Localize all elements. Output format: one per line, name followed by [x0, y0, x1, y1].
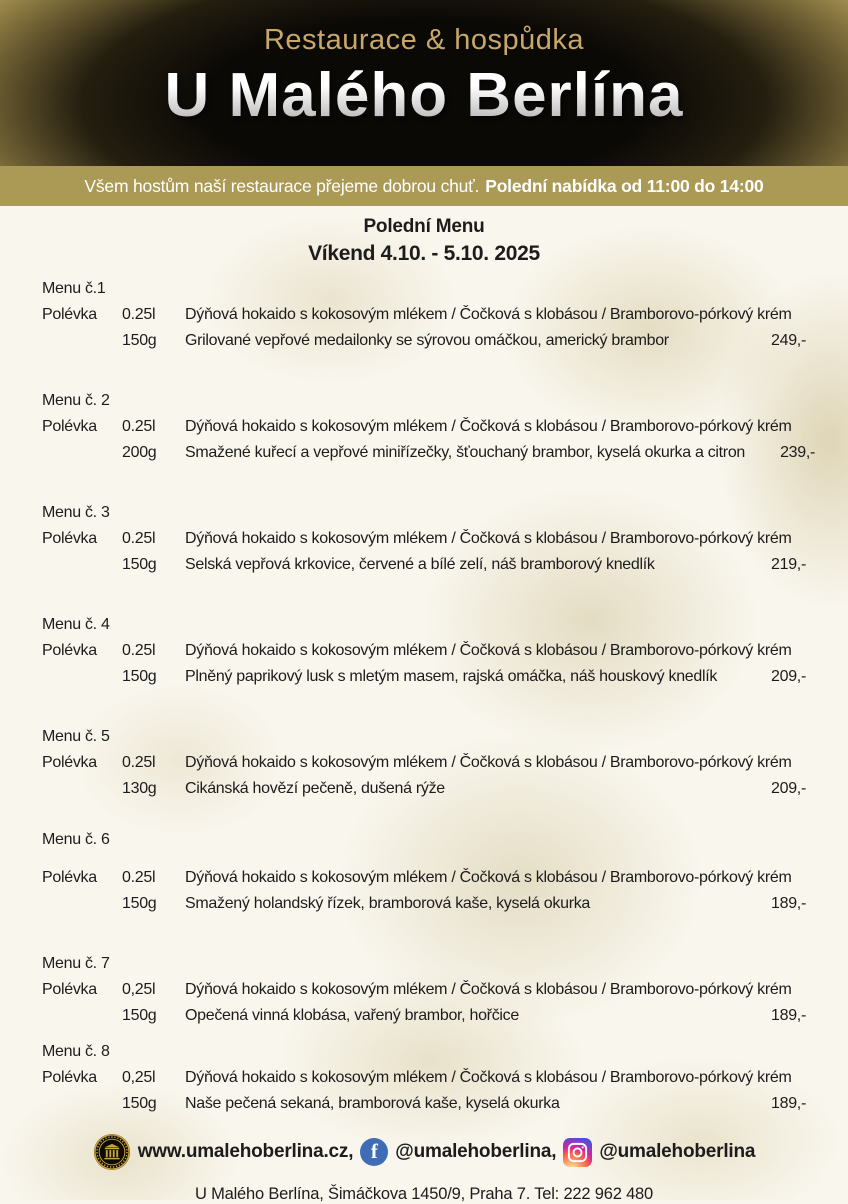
main-description: Opečená vinná klobása, vařený brambor, hořčice — [185, 1007, 519, 1024]
soup-price-empty — [791, 526, 848, 552]
menu-item-name: Menu č. 7 — [42, 955, 110, 972]
address-line: U Malého Berlína, Šimáčkova 1450/9, Praha 7. Tel: 222 962 480 — [194, 1185, 654, 1203]
main-price: 209,- — [771, 780, 806, 797]
main-label-empty — [42, 664, 122, 690]
soup-description: Dýňová hokaido s kokosovým mlékem / Čočková s klobásou / Bramborovo-pórkový krém — [185, 306, 792, 323]
soup-row — [42, 1065, 806, 1091]
main-weight: 150g — [122, 556, 157, 573]
soup-volume: 0.25l — [122, 418, 156, 435]
soup-volume: 0.25l — [122, 530, 156, 547]
main-dish-row — [42, 1003, 806, 1029]
soup-volume: 0.25l — [122, 306, 156, 323]
menu-date-range: Víkend 4.10. - 5.10. 2025 — [308, 242, 540, 265]
main-price: 219,- — [771, 556, 806, 573]
soup-label: Polévka — [42, 642, 97, 659]
instagram-handle[interactable]: @umalehoberlina — [599, 1141, 756, 1162]
main-dish-row — [42, 891, 806, 917]
main-description: Selská vepřová krkovice, červené a bílé zelí, náš bramborový knedlík — [185, 556, 655, 573]
website-link[interactable]: www.umalehoberlina.cz, — [137, 1141, 354, 1162]
main-price: 249,- — [771, 332, 806, 349]
soup-description: Dýňová hokaido s kokosovým mlékem / Čočková s klobásou / Bramborovo-pórkový krém — [185, 1069, 792, 1086]
soup-price-empty — [791, 977, 848, 1003]
page-header — [0, 0, 848, 166]
main-dish-row — [42, 664, 806, 690]
menu-item-name: Menu č. 2 — [42, 392, 110, 409]
soup-description: Dýňová hokaido s kokosovým mlékem / Čočková s klobásou / Bramborovo-pórkový krém — [185, 418, 792, 435]
main-weight: 200g — [122, 444, 157, 461]
menu-item-name: Menu č. 3 — [42, 504, 110, 521]
soup-volume: 0,25l — [122, 981, 156, 998]
soup-label: Polévka — [42, 306, 97, 323]
menu-item — [42, 612, 806, 690]
lunch-offer-banner — [0, 166, 848, 206]
main-label-empty — [42, 552, 122, 578]
main-weight: 150g — [122, 668, 157, 685]
main-label-empty — [42, 328, 122, 354]
main-weight: 150g — [122, 332, 157, 349]
main-price: 239,- — [780, 444, 816, 461]
main-weight: 150g — [122, 1095, 157, 1112]
main-description: Naše pečená sekaná, bramborová kaše, kyselá okurka — [185, 1095, 560, 1112]
facebook-icon[interactable]: f — [360, 1138, 388, 1166]
main-price: 189,- — [771, 895, 806, 912]
main-label-empty — [42, 440, 122, 466]
restaurant-name: U Malého Berlína — [0, 63, 848, 128]
restaurant-logo-icon — [93, 1133, 131, 1171]
main-dish-row — [42, 1091, 806, 1117]
soup-label: Polévka — [42, 530, 97, 547]
footer-social-row — [42, 1133, 806, 1171]
soup-price-empty — [791, 750, 848, 776]
soup-row — [42, 638, 806, 664]
soup-price-empty — [791, 302, 848, 328]
menu-item-name: Menu č. 6 — [42, 831, 110, 848]
facebook-handle[interactable]: @umalehoberlina, — [395, 1141, 557, 1162]
soup-description: Dýňová hokaido s kokosovým mlékem / Čočková s klobásou / Bramborovo-pórkový krém — [185, 642, 792, 659]
main-description: Grilované vepřové medailonky se sýrovou omáčkou, americký brambor — [185, 332, 669, 349]
main-label-empty — [42, 1091, 122, 1117]
main-dish-row — [42, 552, 806, 578]
soup-row — [42, 750, 806, 776]
menu-item — [42, 1039, 806, 1117]
main-description: Smažený holandský řízek, bramborová kaše, kyselá okurka — [185, 895, 591, 912]
banner-hours: Polední nabídka od 11:00 do 14:00 — [485, 175, 764, 196]
soup-label: Polévka — [42, 418, 97, 435]
soup-price-empty — [791, 865, 848, 891]
menu-item — [42, 500, 806, 578]
soup-price-empty — [791, 414, 848, 440]
soup-row — [42, 526, 806, 552]
menu-item — [42, 388, 816, 466]
soup-description: Dýňová hokaido s kokosovým mlékem / Čočková s klobásou / Bramborovo-pórkový krém — [185, 981, 792, 998]
main-dish-row — [42, 440, 816, 466]
soup-label: Polévka — [42, 981, 97, 998]
instagram-icon[interactable] — [563, 1138, 592, 1167]
soup-description: Dýňová hokaido s kokosovým mlékem / Čočková s klobásou / Bramborovo-pórkový krém — [185, 869, 792, 886]
soup-price-empty — [791, 638, 848, 664]
menu-item-name: Menu č.1 — [42, 280, 106, 297]
menu-item-name: Menu č. 8 — [42, 1043, 110, 1060]
banner-greeting: Všem hostům naší restaurace přejeme dobrou chuť. — [84, 175, 480, 196]
soup-description: Dýňová hokaido s kokosovým mlékem / Čočková s klobásou / Bramborovo-pórkový krém — [185, 754, 792, 771]
soup-row — [42, 302, 806, 328]
restaurant-tagline: Restaurace & hospůdka — [263, 24, 585, 56]
main-label-empty — [42, 1003, 122, 1029]
soup-volume: 0.25l — [122, 754, 156, 771]
soup-price-empty — [791, 1065, 848, 1091]
menu-item — [42, 276, 806, 354]
main-weight: 150g — [122, 895, 157, 912]
main-price: 189,- — [771, 1007, 806, 1024]
soup-description: Dýňová hokaido s kokosovým mlékem / Čočková s klobásou / Bramborovo-pórkový krém — [185, 530, 792, 547]
soup-volume: 0,25l — [122, 1069, 156, 1086]
main-description: Smažené kuřecí a vepřové miniřízečky, šťouchaný brambor, kyselá okurka a citron — [185, 444, 746, 461]
soup-label: Polévka — [42, 1069, 97, 1086]
soup-label: Polévka — [42, 754, 97, 771]
menu-body — [0, 206, 848, 1204]
main-weight: 130g — [122, 780, 157, 797]
menu-title: Polední Menu — [363, 216, 485, 237]
main-price: 209,- — [771, 668, 806, 685]
main-label-empty — [42, 776, 122, 802]
main-dish-row — [42, 328, 806, 354]
main-label-empty — [42, 891, 122, 917]
soup-volume: 0.25l — [122, 642, 156, 659]
menu-item-name: Menu č. 5 — [42, 728, 110, 745]
menu-item — [42, 827, 806, 917]
menu-item — [42, 724, 806, 802]
main-description: Cikánská hovězí pečeně, dušená rýže — [185, 780, 445, 797]
soup-row — [42, 977, 806, 1003]
main-weight: 150g — [122, 1007, 157, 1024]
main-price: 189,- — [771, 1095, 806, 1112]
soup-row — [42, 865, 806, 891]
main-dish-row — [42, 776, 806, 802]
soup-volume: 0.25l — [122, 869, 156, 886]
menu-item-name: Menu č. 4 — [42, 616, 110, 633]
soup-label: Polévka — [42, 869, 97, 886]
main-description: Plněný paprikový lusk s mletým masem, rajská omáčka, náš houskový knedlík — [185, 668, 718, 685]
menu-item — [42, 951, 806, 1029]
menu-list — [42, 276, 816, 1117]
soup-row — [42, 414, 806, 440]
